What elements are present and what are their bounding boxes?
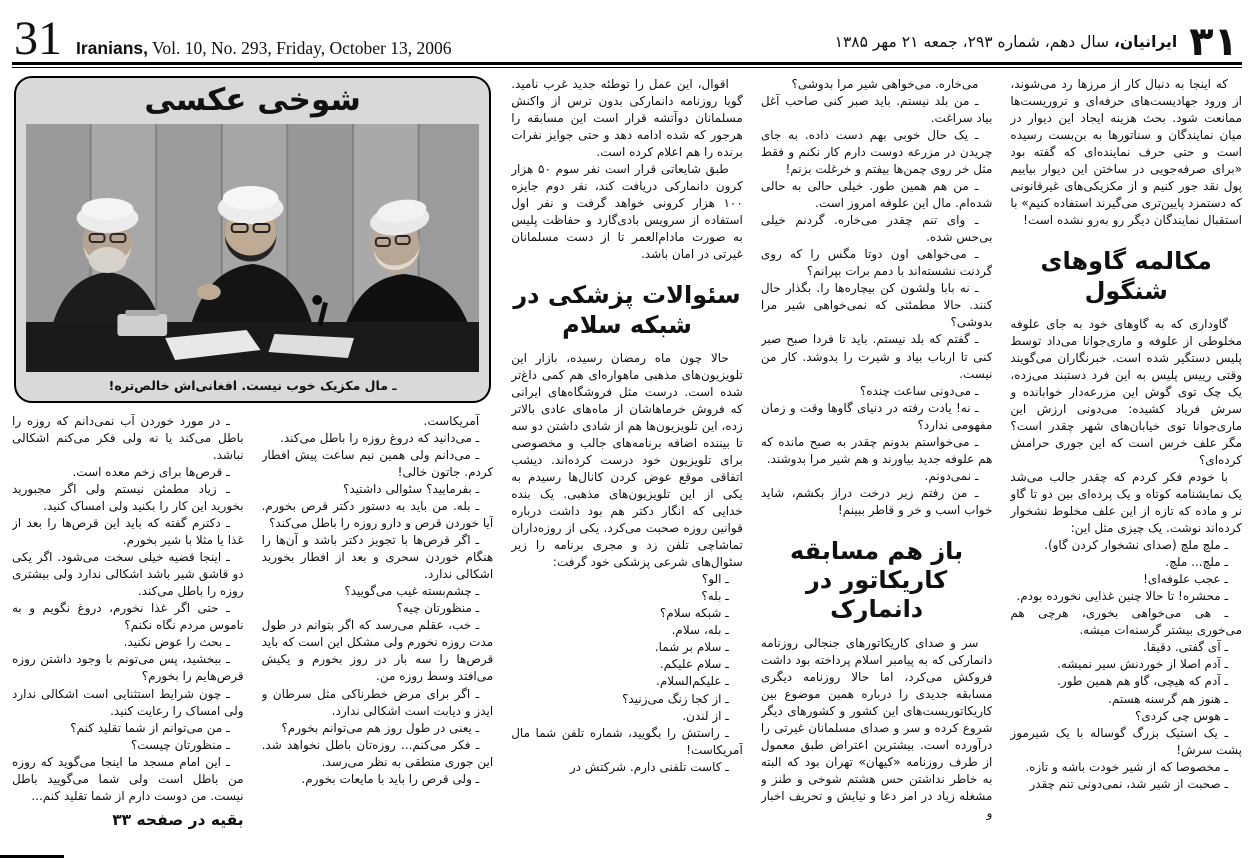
text-paragraph: ـ راستش را بگویید، شماره تلفن شما مال آمریکاست! [511, 725, 743, 757]
column-3 [511, 76, 743, 850]
text-paragraph: ـ من رفتم زیر درخت دراز بکشم، شاید خواب اسب و خر و قاطر ببینم! [760, 485, 993, 517]
text-paragraph: سر و صدای کاریکاتورهای جنجالی روزنامه دانمارکی که به پیامبر اسلام پرداخته بود داشت فروکش می‌کرد، اما حالا روزنامه دیگری مسابقه جدیدی را درباره همین موضوع بین کاریکاتوریست‌های این کشور و کشورهای دیگر شروع کرده و سر و صدای مسلمانان غیرتی را درآورده است. بیشترین اعتراض طبق معمول از طرف روزنامه «کیهان» تهران بود که البته به خاطر نداشتن حس هشتم شوخی و طنز و مشغله زیاد در امر دعا و نیایش و تحریف اخبار و [760, 635, 993, 820]
text-paragraph: اقوال، این عمل را توطئه جدید غرب نامید. گویا روزنامه دانمارکی بدون ترس از واکنش مسلمانان دوآتشه قرار است این مسابقه را هرجور که شده ادامه دهد و حتی جوایز نفرات برنده را هم اعلام کرده است. [511, 77, 743, 160]
masthead-persian-title: ایرانیان، [1113, 33, 1178, 51]
text-paragraph: ـ آدم اصلا از خوردنش سیر نمیشه. [1057, 657, 1228, 672]
text-paragraph: ـ از لندن. [682, 708, 729, 723]
photo-three-clerics [26, 124, 479, 372]
masthead-latin-date: Vol. 10, No. 293, Friday, October 13, 2006 [147, 38, 452, 59]
text-paragraph: ـ من بلد نیستم. باید صبر کنی صاحب آغل بیاد سراغت. [760, 94, 993, 126]
text-paragraph: ـ من هم همین طور. خیلی حالی به حالی شده‌ام. مال این علوفه امروز است. [760, 179, 993, 211]
text-paragraph: ـ منظورتان چیست؟ [130, 737, 230, 752]
text-paragraph: ـ می‌دانید که دروغ روزه را باطل می‌کند. [280, 431, 480, 446]
text-paragraph: ـ گفتم که بلد نیستم. باید تا فردا صبح صبر کنی تا ارباب بیاد و شیرت را بدوشد. کار من نیست. [760, 332, 993, 381]
text-paragraph: ـ می‌دانم ولی همین نیم ساعت پیش افطار کردم. جاتون خالی! [261, 448, 494, 480]
text-paragraph: ـ از کجا زنگ می‌زنید؟ [622, 691, 729, 706]
text-paragraph: ـ اگر برای مرض خطرناکی مثل سرطان و ایدز و دیابت است اشکالی ندارد. [261, 686, 494, 718]
text-paragraph: با خودم فکر کردم که چقدر جالب می‌شد یک نمایشنامه کوتاه و یک پرده‌ای بین دو تا گاو نر و ماده که تازه از این علف مخلوط نشخوار کرده‌اند نوشت. یک چیزی مثل این: [1010, 470, 1242, 536]
text-paragraph: ـ خب، عقلم می‌رسد که اگر بتوانم در طول مدت روزه نخورم ولی مشکل این است که باید قرص‌ها را سه بار در روز بخورم و یکیش می‌افتد وسط روزه من. [261, 618, 494, 684]
text-paragraph: ـ عجب علوفه‌ای! [1143, 572, 1228, 587]
text-paragraph: ـ یک حال خوبی بهم دست داده. به جای چریدن در مزرعه دوست دارم کار نکنم و فقط مثل خر روی چمن‌ها بیفتم و خرغلت بزنم! [760, 128, 993, 177]
text-paragraph: ـ سلام علیکم. [659, 657, 729, 672]
photo-caption: ـ مال مکزیک خوب نیست. افغانی‌اش خالص‌تره! [108, 378, 397, 393]
text-paragraph: ـ آی گفتی. دقیقا. [1142, 640, 1228, 655]
continued-note: بقیه در صفحه ۳۳ [112, 810, 244, 829]
page-columns [0, 68, 1254, 850]
text-paragraph: ـ مخصوصا که از شیر خودت باشه و تازه. [1025, 759, 1228, 774]
column-1-rightmost [1010, 76, 1242, 850]
photo-joke-box [14, 76, 491, 403]
text-paragraph: ـ علیکم‌السلام. [656, 674, 729, 689]
text-paragraph: ـ کاست تلفنی دارم. شرکتش در [569, 759, 729, 774]
masthead-latin-title: Iranians, [76, 38, 148, 59]
column-5-leftmost [12, 413, 244, 850]
below-photo-columns [12, 413, 493, 850]
text-paragraph: ـ ملچ ملچ (صدای نشخوار کردن گاو). [1044, 538, 1228, 553]
text-paragraph: ـ ولی قرص را باید با مایعات بخورم. [301, 771, 480, 786]
text-paragraph: طبق شایعاتی قرار است نفر سوم ۵۰ هزار کرون دانمارکی دریافت کند، نفر دوم جایزه ۱۰۰ هزار کرونی خواهد گرفت و نفر اول استفاده از سرویس بادی‌گارد و حفاظت پلیس به صورت مادام‌العمر تا از دست مسلمانان غیرتی در امان باشد. [511, 162, 743, 262]
text-paragraph: ـ منظورتان چیه؟ [396, 601, 480, 616]
left-zone [12, 76, 493, 850]
text-paragraph: ـ دکترم گفته که باید این قرص‌ها را بعد از غذا یا مثلا با شیر بخورم. [12, 516, 244, 548]
text-paragraph: ـ این امام مسجد ما اینجا می‌گوید که روزه من باطل است ولی شما می‌گویید باطل نیست. من دوست دارم از شما تقلید کنم... [12, 754, 244, 803]
masthead-persian [834, 19, 1238, 65]
text-paragraph: حالا چون ماه رمضان رسیده، بازار این تلویزیون‌های مذهبی ماهواره‌ای هم کمی داغ‌تر شده است. درست مثل فروشگاه‌های ایرانی که فروش خرماهاشان از ماه‌های عادی بالاتر زده، این تلویزیون‌ها هم از شادی داشتن دو سه تا بیننده اضافه برنامه‌های جالب و مخصوصی برای تلویزیون خود درست کرده‌اند. دیشب اتفاقی موقع عوض کردن کانال‌ها رسیدم به یکی از این تلویزیون‌های مذهبی. یک بنده خدایی که انگار دکتر هم بود داشت درباره قوانین روزه صحبت می‌کرد. یکی از روزه‌داران تماشاچی تلفن زد و مجری برنامه را زیر سئوال‌های شرعی پزشکی خود گرفت: [511, 350, 743, 570]
text-paragraph: ـ محشره! تا حالا چنین غذایی نخورده بودم. [1016, 589, 1228, 604]
text-paragraph: ـ بله؟ [701, 589, 729, 604]
text-paragraph: ـ آدم که هیچی، گاو هم همین طور. [1057, 674, 1228, 689]
text-paragraph: ـ بله. من باید به دستور دکتر قرص بخورم. آیا خوردن قرص و دارو روزه را باطل می‌کند؟ [261, 499, 494, 531]
text-paragraph: ـ می‌دونی ساعت چنده؟ [859, 383, 979, 398]
section-heading: سئوالات پزشکی در شبکه سلام [513, 281, 741, 339]
text-paragraph: ـ صحبت از شیر شد، نمی‌دونی تنم چقدر [1029, 776, 1228, 791]
text-paragraph: ـ نمی‌دونم. [924, 468, 979, 483]
page-number-latin: 31 [14, 12, 62, 66]
masthead-latin [14, 12, 452, 66]
text-paragraph: ـ بحث را عوض نکنید. [123, 635, 230, 650]
text-paragraph: ـ اینجا قضیه خیلی سخت می‌شود. اگر یکی دو قاشق شیر باشد اشکالی ندارد ولی بیشتری روزه را باطل می‌کند. [12, 550, 244, 599]
masthead-latin-line [76, 38, 451, 59]
text-paragraph: ـ نه بابا ولشون کن بیچاره‌ها را. بگذار حال کنند. حالا مطمئنی که نمی‌خواهی شیر مرا بدوشی؟ [760, 281, 993, 330]
text-paragraph: ـ چشم‌بسته غیب می‌گویید؟ [344, 584, 480, 599]
text-paragraph: ـ هوس چی کردی؟ [1135, 708, 1228, 723]
text-paragraph: ـ بله، سلام. [671, 623, 729, 638]
text-paragraph: ـ یک استیک بزرگ گوساله با یک شیرموز پشت سرش! [1010, 725, 1242, 757]
text-paragraph: ـ زیاد مطمئن نیستم ولی اگر مجبورید بخورید این کار را بکنید ولی امساک کنید. [12, 482, 244, 514]
text-paragraph: ـ شبکه سلام؟ [659, 606, 729, 621]
page-header [0, 0, 1254, 66]
column-4 [262, 413, 494, 850]
text-paragraph: آمریکاست. [423, 414, 480, 428]
text-paragraph: ـ می‌خواهی اون دوتا مگس را که روی گردنت نشسته‌اند با دمم برات بپرانم؟ [760, 247, 993, 279]
text-paragraph: ـ حتی اگر غذا نخورم، دروغ نگویم و به ناموس مردم نگاه نکنم؟ [12, 601, 244, 633]
masthead-persian-date: سال دهم، شماره ۲۹۳، جمعه ۲۱ مهر ۱۳۸۵ [834, 33, 1114, 51]
text-paragraph: ـ بفرمایید؟ سئوالی داشتید؟ [342, 482, 480, 497]
section-heading: باز هم مسابقه کاریکاتور در دانمارک [790, 536, 964, 624]
text-paragraph: ـ سلام بر شما. [654, 640, 729, 655]
text-paragraph: ـ ببخشید، پس می‌تونم با وجود داشتن روزه قرص‌هایم را بخورم؟ [12, 652, 244, 684]
text-paragraph: ـ الو؟ [701, 572, 729, 587]
text-paragraph: ـ هنوز هم گرسنه هستم. [1108, 691, 1228, 706]
text-paragraph: ـ یعنی در طول روز هم می‌توانم بخورم؟ [281, 720, 480, 735]
text-paragraph: ـ اگر قرص‌ها با تجویز دکتر باشد و آن‌ها را هنگام خوردن سحری و بعد از افطار بخورید اشکالی ندارد. [261, 533, 494, 582]
section-heading: مکالمه گاوهای شنگول [1040, 247, 1212, 305]
text-paragraph: ـ نه! یادت رفته در دنیای گاوها وقت و زمان مفهومی ندارد؟ [760, 400, 993, 432]
page-number-persian: ۳۱ [1189, 19, 1238, 65]
masthead-persian-line [835, 33, 1178, 51]
text-paragraph: ـ ملچ... ملچ. [1165, 555, 1228, 570]
text-paragraph: می‌خاره. می‌خواهی شیر مرا بدوشی؟ [791, 77, 979, 91]
column-2 [761, 76, 993, 850]
text-paragraph: ـ هی می‌خواهی بخوری، هرچی هم می‌خوری بیشتر گرسنه‌ات میشه. [1010, 606, 1242, 638]
text-paragraph: گاوداری که به گاوهای خود به جای علوفه مخلوطی از علوفه و ماری‌جوانا می‌داد توسط پلیس دستگیر شده است. خبرنگاران می‌گویند وقتی رییس پلیس به این فرد دستبند می‌زده، یک چک توی گوش این مزرعه‌دار خوابانده و سرش فریاد کشیده: می‌دونی ارزش این ماری‌جوانا توی خیابان‌های شهر چقدر است؟ مگر علف خرس است که این جوری حرامش کرده‌ای؟ [1010, 316, 1242, 468]
text-paragraph: ـ وای تنم چقدر می‌خاره. گردنم خیلی بی‌حس شده. [760, 213, 993, 245]
text-paragraph: ـ فکر می‌کنم... روزه‌تان باطل نخواهد شد. این جوری منطقی به نظر می‌رسد. [261, 737, 494, 769]
text-paragraph: ـ من می‌توانم از شما تقلید کنم؟ [70, 720, 230, 735]
text-paragraph: ـ قرص‌ها برای زخم معده است. [72, 465, 230, 480]
text-paragraph: که اینجا به دنبال کار از مرزها رد می‌شوند، از ورود جهادیست‌های حرفه‌ای و تروریست‌ها ممانعت شود. بحث هزینه ایجاد این دیوار در میان نمایندگان و سناتورها به بن‌بست رسیده است و حتی حرف نماینده‌ای که گفته بود «برای صرفه‌جویی در ساختن این دیوار بیاییم پول نقد جور کنیم و از مکزیکی‌های غیرقانونی که دستمزد پایین‌تری می‌گیرند استفاده کنیم» با استقبال نمایندگان دیگر رو به‌رو نشده است! [1010, 77, 1242, 228]
text-paragraph: ـ می‌خواستم بدونم چقدر به صبح مانده که هم علوفه جدید بیاورند و هم شیر مرا بدوشند. [760, 434, 993, 466]
photo-joke-title: شوخی عکسی [144, 82, 361, 118]
text-paragraph: ـ در مورد خوردن آب نمی‌دانم که روزه را باطل می‌کند یا نه ولی فکر می‌کنم اشکالی نباشد. [12, 414, 244, 463]
text-paragraph: ـ چون شرایط استثنایی است اشکالی ندارد ولی امساک را رعایت کنید. [12, 686, 244, 718]
